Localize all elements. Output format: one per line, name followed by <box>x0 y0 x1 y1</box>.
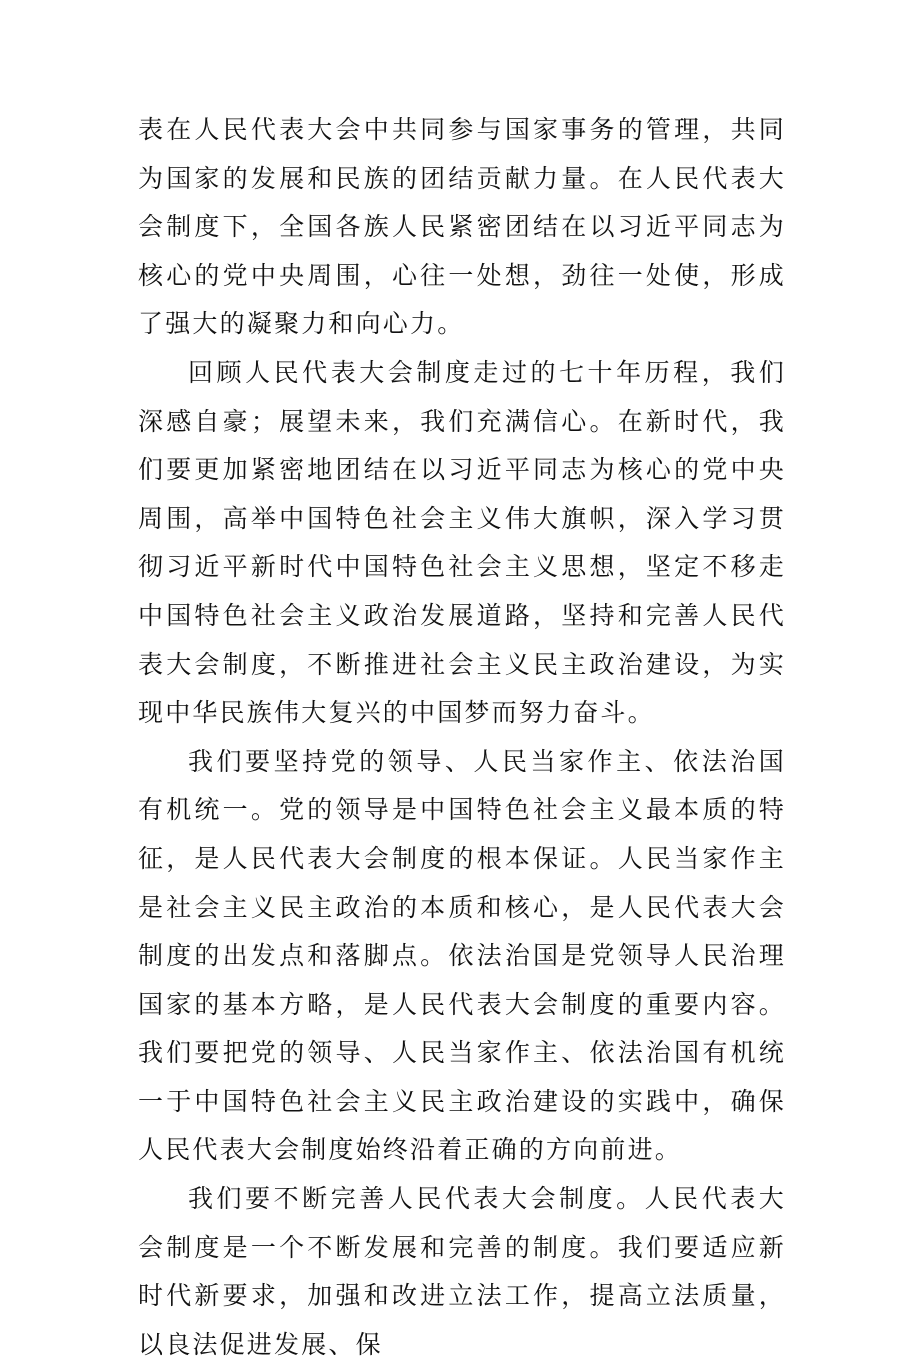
paragraph-party-leadership: 我们要坚持党的领导、人民当家作主、依法治国有机统一。党的领导是中国特色社会主义最本质的特征，是人民代表大会制度的根本保证。人民当家作主是社会主义民主政治的本质和核心，是人民代表大会制度的出发点和落脚点。依法治国是党领导人民治理国家的基本方略，是人民代表大会制度的重要内容。我们要把党的领导、人民当家作主、依法治国有机统一于中国特色社会主义民主政治建设的实践中，确保人民代表大会制度始终沿着正确的方向前进。 <box>138 746 786 1165</box>
paragraph-review-seventy-years: 回顾人民代表大会制度走过的七十年历程，我们深感自豪；展望未来，我们充满信心。在新时代，我们要更加紧密地团结在以习近平同志为核心的党中央周围，高举中国特色社会主义伟大旗帜，深入学习贯彻习近平新时代中国特色社会主义思想，坚定不移走中国特色社会主义政治发展道路，坚持和完善人民代表大会制度，不断推进社会主义民主政治建设，为实现中华民族伟大复兴的中国梦而努力奋斗。 <box>138 357 786 728</box>
paragraph-continued: 表在人民代表大会中共同参与国家事务的管理，共同为国家的发展和民族的团结贡献力量。在人民代表大会制度下，全国各族人民紧密团结在以习近平同志为核心的党中央周围，心往一处想，劲往一处使，形成了强大的凝聚力和向心力。 <box>138 115 786 339</box>
paragraph-improve-system: 我们要不断完善人民代表大会制度。人民代表大会制度是一个不断发展和完善的制度。我们要适应新时代新要求，加强和改进立法工作，提高立法质量，以良法促进发展、保 <box>138 1184 786 1359</box>
document-body <box>138 106 786 1369</box>
